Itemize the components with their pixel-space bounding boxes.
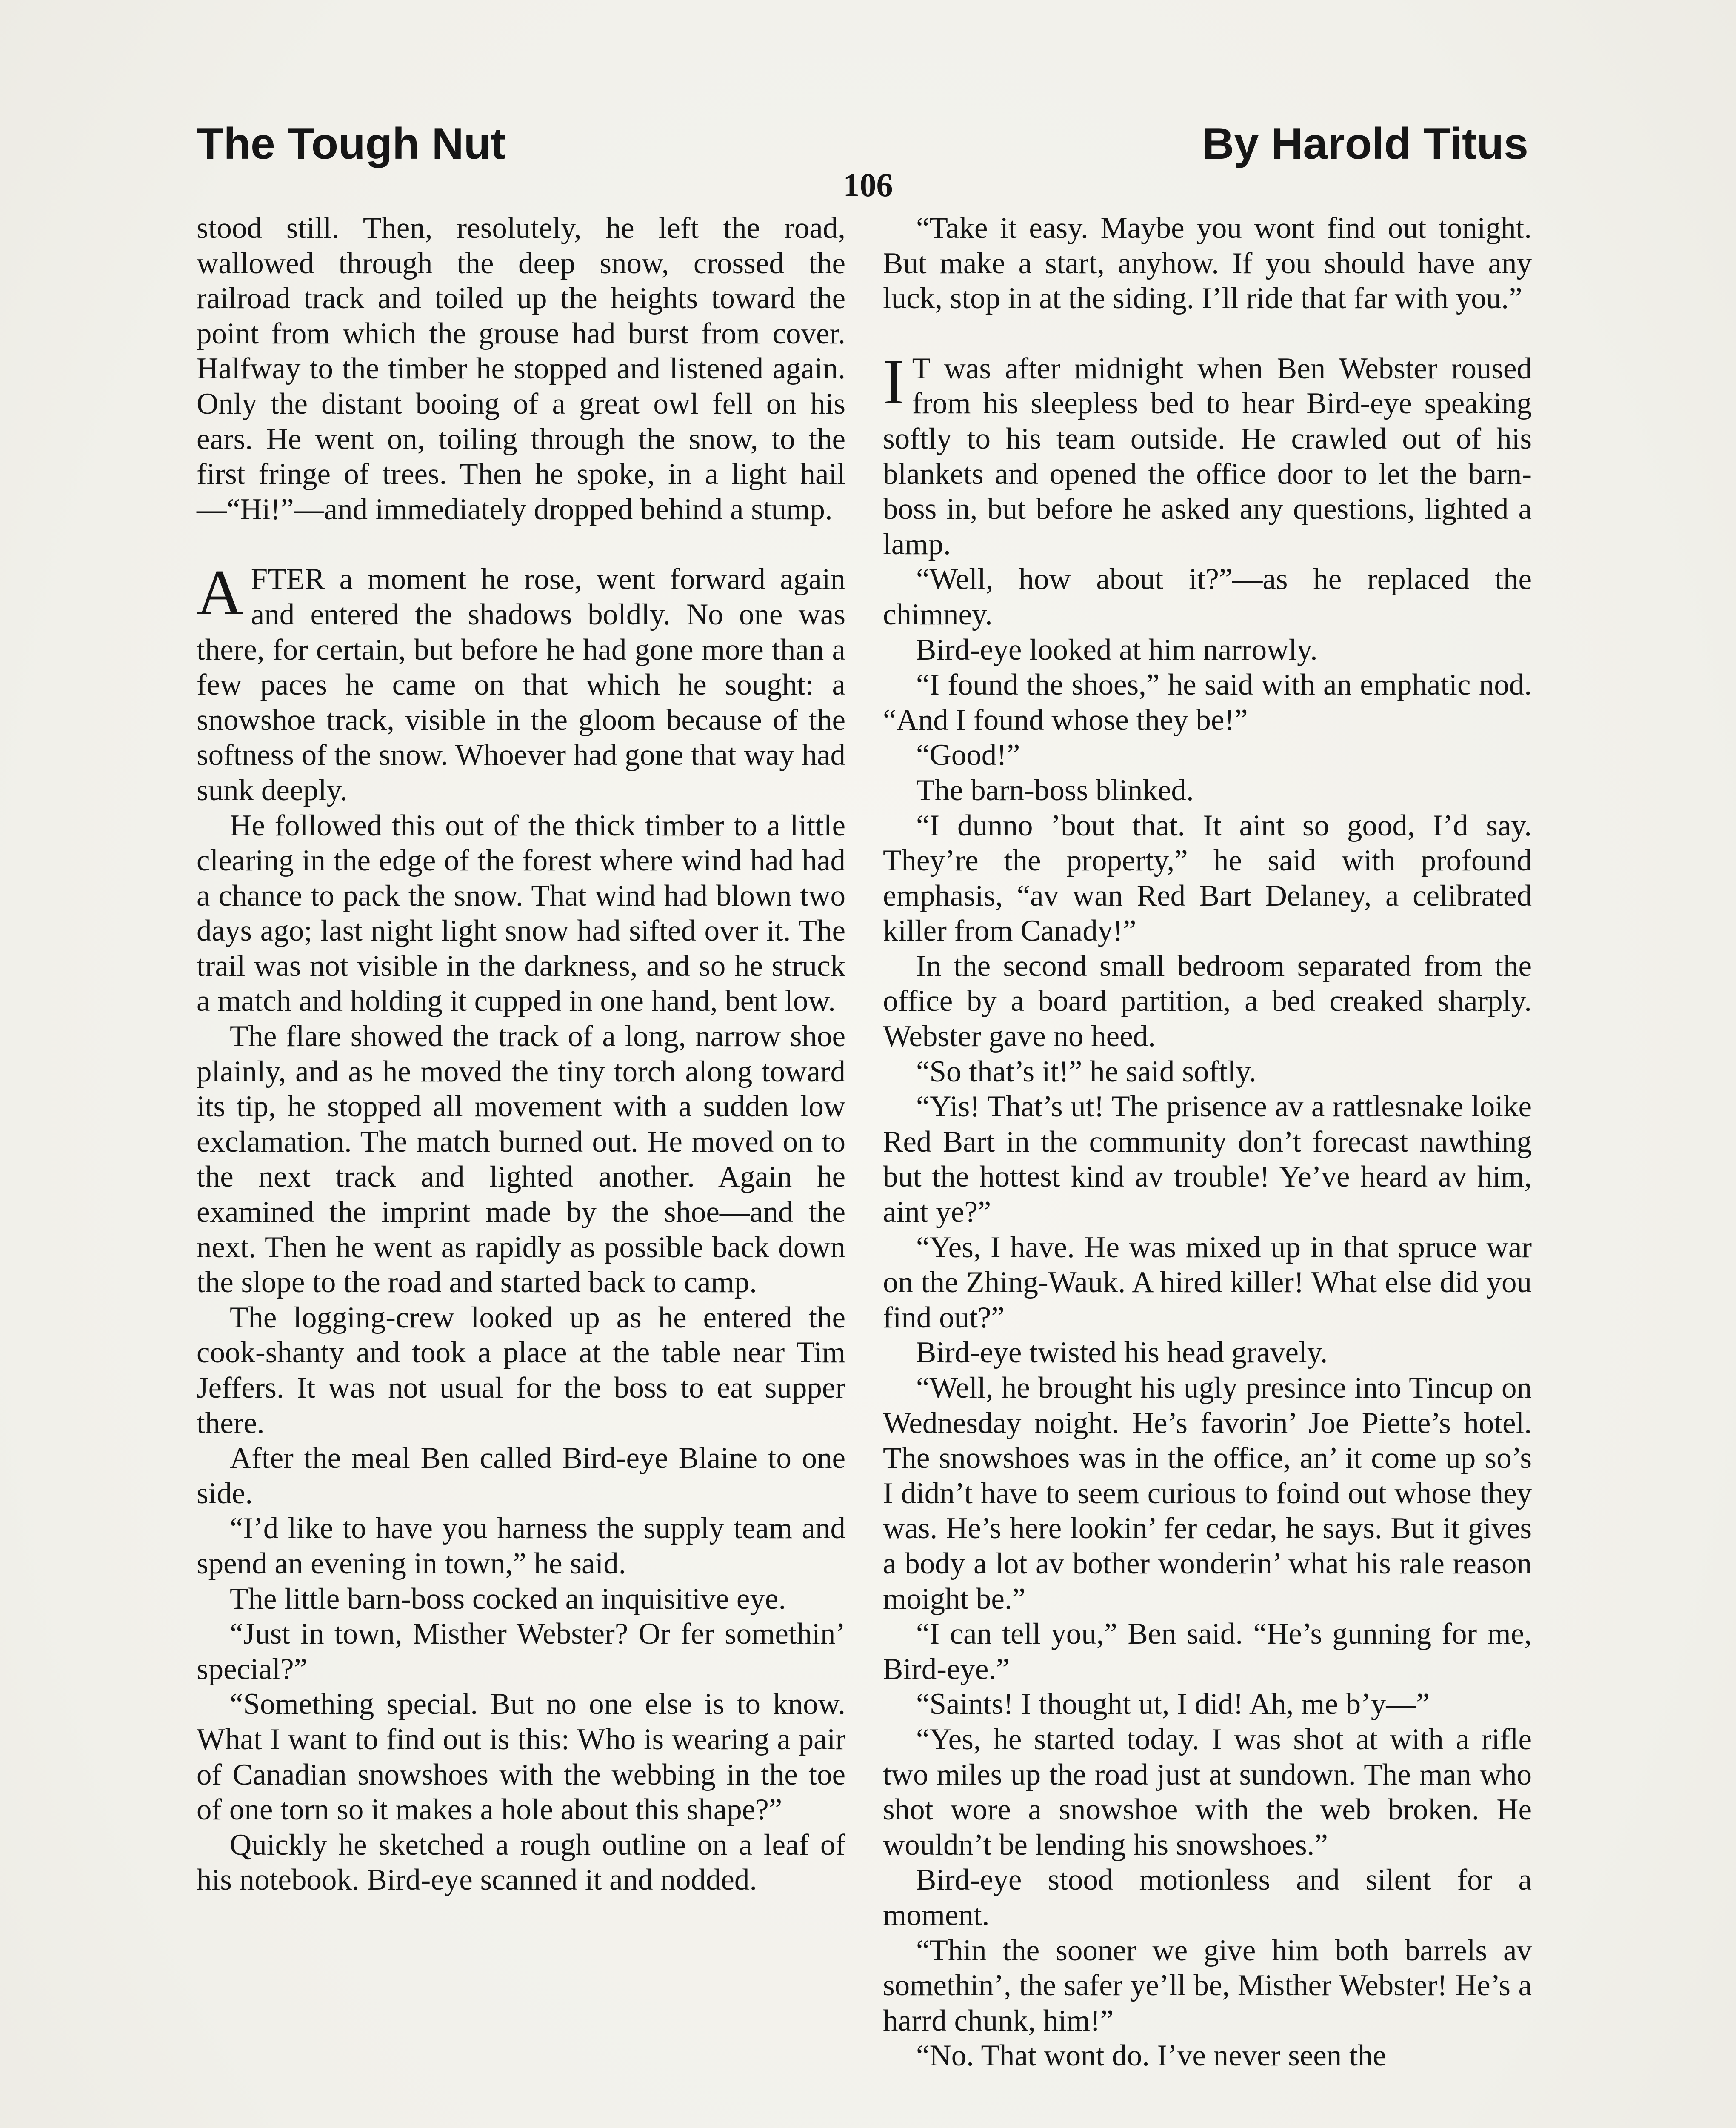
paragraph: “Just in town, Misther Webster? Or fer somethin’ special?” xyxy=(197,1617,845,1686)
paragraph: “I can tell you,” Ben said. “He’s gunning for me, Bird-eye.” xyxy=(883,1617,1532,1686)
paragraph: He followed this out of the thick timber to a little clearing in the edge of the forest where wind had had a chance to pack the snow. That wind had blown two days ago; last night light snow had sifted over it. The trail was not visible in the darkness, and so he struck a match and holding it cupped in one hand, bent low. xyxy=(197,809,845,1018)
paragraph: “Thin the sooner we give him both barrels av somethin’, the safer ye’ll be, Misther Webster! He’s a harrd chunk, him!” xyxy=(883,1934,1532,2037)
paragraph: “I found the shoes,” he said with an emphatic nod. “And I found whose they be!” xyxy=(883,668,1532,737)
paragraph: Bird-eye stood motionless and silent for a moment. xyxy=(883,1863,1532,1932)
paragraph: After the meal Ben called Bird-eye Blaine to one side. xyxy=(197,1442,845,1510)
paragraph: The barn-boss blinked. xyxy=(916,773,1194,807)
paragraph: “Something special. But no one else is to know. What I want to find out is this: Who is wearing a pair of Canadian snowshoes with the webbing in the toe of one torn so it makes a hole about this shape?” xyxy=(197,1688,845,1827)
paragraph: “Well, he brought his ugly presince into Tincup on Wednesday noight. He’s favorin’ Joe Piette’s hotel. The snowshoes was in the office, an’ it come up so’s I didn’t have to seem curious to foind out whose they was. He’s here lookin’ fer cedar, he says. But it gives a body a lot av bother wonderin’ what his rale reason moight be.” xyxy=(883,1371,1532,1616)
paragraph: The little barn-boss cocked an inquisitive eye. xyxy=(230,1582,786,1616)
paragraph: “No. That wont do. I’ve never seen the xyxy=(916,2039,1386,2073)
paragraph: Bird-eye looked at him narrowly. xyxy=(916,633,1318,666)
paragraph: stood still. Then, resolutely, he left the road, wallowed through the deep snow, crossed the railroad track and toiled up the heights toward the point from which the grouse had burst from cover. Halfway to the timber he stopped and listened again. Only the distant booing of a great owl fell on his ears. He went on, toiling through the snow, to the first fringe of trees. Then he spoke, in a light hail—“Hi!”—and immediately dropped behind a stump. xyxy=(197,212,845,526)
page-number: 106 xyxy=(843,166,893,203)
section-start-paragraph xyxy=(883,346,1532,562)
left-text-column xyxy=(197,211,845,1898)
paragraph: “Take it easy. Maybe you wont find out tonight. But make a start, anyhow. If you should have any luck, stop in at the siding. I’ll ride that far with you.” xyxy=(883,212,1532,315)
paragraph: In the second small bedroom separated from the office by a board partition, a bed creaked sharply. Webster gave no heed. xyxy=(883,949,1532,1053)
paragraph: Bird-eye twisted his head gravely. xyxy=(916,1336,1328,1370)
paragraph: “Yes, I have. He was mixed up in that spruce war on the Zhing-Wauk. A hired killer! What else did you find out?” xyxy=(883,1230,1532,1334)
paragraph: “Yes, he started today. I was shot at with a rifle two miles up the road just at sundown. The man who shot wore a snowshoe with the web broken. He wouldn’t be lending his snowshoes.” xyxy=(883,1722,1532,1862)
paragraph: Quickly he sketched a rough outline on a leaf of his notebook. Bird-eye scanned it and nodded. xyxy=(197,1828,845,1897)
paragraph: “I dunno ’bout that. It aint so good, I’d say. They’re the property,” he said with profound emphasis, “av wan Red Bart Delaney, a celibrated killer from Canady!” xyxy=(883,809,1532,948)
paragraph: The logging-crew looked up as he entered the cook-shanty and took a place at the table near Tim Jeffers. It was not usual for the boss to eat supper there. xyxy=(197,1301,845,1440)
paragraph: “Good!” xyxy=(916,738,1020,772)
paragraph-text: FTER a moment he rose, went forward again and entered the shadows boldly. No one was there, for certain, but before he had gone more than a few paces he came on that which he sought: a snowshoe track, visible in the gloom because of the softness of the snow. Whoever had gone that way had sunk deeply. xyxy=(197,563,845,807)
section-start-paragraph xyxy=(197,557,845,808)
story-title: The Tough Nut xyxy=(197,119,505,169)
right-text-column xyxy=(883,211,1532,2074)
paragraph: The flare showed the track of a long, narrow shoe plainly, and as he moved the tiny torch along toward its tip, he stopped all movement with a sudden low exclamation. The match burned out. He moved on to the next track and lighted another. Again he examined the imprint made by the shoe—and the next. Then he went as rapidly as possible back down the slope to the road and started back to camp. xyxy=(197,1020,845,1299)
paragraph: “Well, how about it?”—as he replaced the chimney. xyxy=(883,563,1532,631)
paragraph: “I’d like to have you harness the supply team and spend an evening in town,” he said. xyxy=(197,1512,845,1580)
paragraph: “Yis! That’s ut! The prisence av a rattlesnake loike Red Bart in the community don’t forecast nawthing but the hottest kind av trouble! Ye’ve heard av him, aint ye?” xyxy=(883,1090,1532,1229)
drop-cap: A xyxy=(197,557,243,629)
author-byline: By Harold Titus xyxy=(1202,119,1528,169)
drop-cap: I xyxy=(883,346,905,418)
paragraph: “So that’s it!” he said softly. xyxy=(916,1055,1256,1088)
paragraph-text: T was after midnight when Ben Webster roused from his sleepless bed to hear Bird-eye speaking softly to his team outside. He crawled out of his blankets and opened the office door to let the barn-boss in, but before he asked any questions, lighted a lamp. xyxy=(883,352,1532,561)
paragraph: “Saints! I thought ut, I did! Ah, me b’y—” xyxy=(916,1688,1430,1721)
